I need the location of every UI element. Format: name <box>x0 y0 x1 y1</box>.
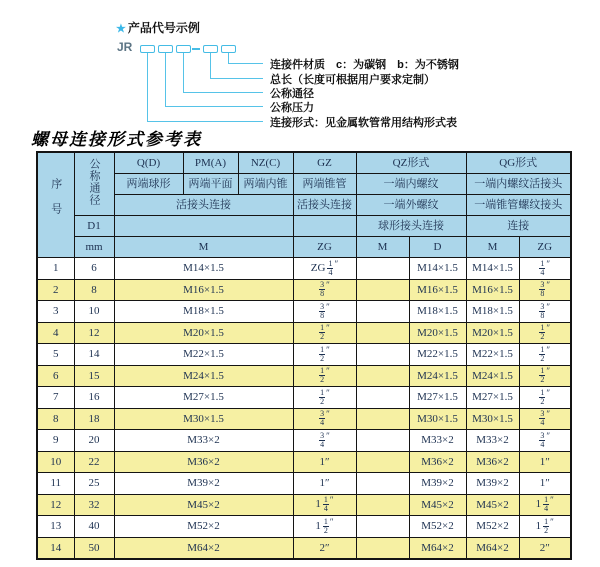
header-col-nzc: NZ(C) <box>238 152 293 174</box>
table-cell: M18×1.5 <box>466 301 519 323</box>
connector-line <box>210 78 263 79</box>
table-cell: $\frac{1}{2}$ ″ <box>519 387 571 409</box>
table-cell: M14×1.5 <box>114 258 293 280</box>
header-d1: D1 <box>74 216 114 237</box>
connector-line <box>165 53 166 106</box>
table-cell: M16×1.5 <box>466 279 519 301</box>
table-cell: M64×2 <box>409 537 466 559</box>
table-title: 螺母连接形式参考表 <box>31 130 202 149</box>
table-cell: 11 <box>37 473 74 495</box>
table-cell <box>356 279 409 301</box>
table-cell: M30×1.5 <box>466 408 519 430</box>
header-desc-qz: 一端内螺纹 <box>356 174 466 195</box>
table-cell: 8 <box>37 408 74 430</box>
table-cell <box>356 258 409 280</box>
table-cell <box>356 473 409 495</box>
table-cell <box>356 344 409 366</box>
code-label-connection: 连接形式：见金属软管常用结构形式表 <box>270 117 457 129</box>
table-cell: M30×1.5 <box>114 408 293 430</box>
table-cell <box>356 516 409 538</box>
table-cell: M16×1.5 <box>409 279 466 301</box>
header-col-pma: PM(A) <box>183 152 238 174</box>
table-cell: 4 <box>37 322 74 344</box>
table-cell: 1 $\frac{1}{2}$ ″ <box>519 516 571 538</box>
code-box-3 <box>176 45 191 53</box>
table-cell: 3 <box>37 301 74 323</box>
connector-line <box>210 53 211 78</box>
table-row <box>37 344 571 366</box>
table-cell: 10 <box>37 451 74 473</box>
table-cell: 25 <box>74 473 114 495</box>
table-cell: M24×1.5 <box>409 365 466 387</box>
table-cell: $\frac{1}{2}$ ″ <box>519 322 571 344</box>
header-mm: mm <box>74 237 114 258</box>
table-cell: 15 <box>74 365 114 387</box>
table-row <box>37 258 571 280</box>
table-cell: $\frac{3}{8}$ ″ <box>519 301 571 323</box>
code-label-length: 总长（长度可根据用户要求定制） <box>270 74 435 86</box>
header-unit-m3: M <box>466 237 519 258</box>
header-conn-qg: 一端锥管螺纹接头 <box>466 195 571 216</box>
table-cell: M27×1.5 <box>466 387 519 409</box>
table-row <box>37 494 571 516</box>
header-unit-zg1: ZG <box>293 237 356 258</box>
table-cell: M39×2 <box>409 473 466 495</box>
table-cell: M20×1.5 <box>409 322 466 344</box>
table-cell: M33×2 <box>409 430 466 452</box>
table-cell: M20×1.5 <box>466 322 519 344</box>
table-cell: $\frac{3}{4}$ ″ <box>293 430 356 452</box>
table-cell: ZG $\frac{1}{4}$ ″ <box>293 258 356 280</box>
header-col-qz: QZ形式 <box>356 152 466 174</box>
table-cell <box>356 301 409 323</box>
product-code-heading <box>116 19 200 36</box>
table-cell <box>356 408 409 430</box>
table-cell: 8 <box>74 279 114 301</box>
header-dn: 公称通径 <box>74 152 114 216</box>
header-desc-gz: 两端锥管 <box>293 174 356 195</box>
table-cell: 32 <box>74 494 114 516</box>
table-cell: 18 <box>74 408 114 430</box>
table-cell: $\frac{1}{2}$ ″ <box>293 322 356 344</box>
table-row <box>37 473 571 495</box>
code-box-2 <box>158 45 173 53</box>
table-cell: 1 $\frac{1}{4}$ ″ <box>293 494 356 516</box>
table-cell <box>356 537 409 559</box>
table-cell: 6 <box>37 365 74 387</box>
connector-line <box>183 53 184 92</box>
table-cell: 12 <box>74 322 114 344</box>
table-cell: 2″ <box>519 537 571 559</box>
table-row <box>37 365 571 387</box>
table-cell: $\frac{1}{2}$ ″ <box>293 387 356 409</box>
table-cell <box>356 322 409 344</box>
table-cell: 1″ <box>293 451 356 473</box>
table-cell: 1″ <box>519 451 571 473</box>
table-cell <box>356 430 409 452</box>
table-body <box>37 258 571 560</box>
header-conn-qz: 一端外螺纹 <box>356 195 466 216</box>
table-cell: M18×1.5 <box>114 301 293 323</box>
table-cell: $\frac{3}{4}$ ″ <box>519 408 571 430</box>
header-unit-d: D <box>409 237 466 258</box>
table-cell: $\frac{3}{4}$ ″ <box>519 430 571 452</box>
table-cell: 50 <box>74 537 114 559</box>
table-cell: 7 <box>37 387 74 409</box>
table-row <box>37 408 571 430</box>
header-col-gz: GZ <box>293 152 356 174</box>
table-row <box>37 516 571 538</box>
table-cell: 1″ <box>519 473 571 495</box>
table-cell: M39×2 <box>114 473 293 495</box>
table-cell: $\frac{1}{2}$ ″ <box>293 365 356 387</box>
table-cell: 1 <box>37 258 74 280</box>
table-cell: 10 <box>74 301 114 323</box>
table-cell: M24×1.5 <box>114 365 293 387</box>
connector-line <box>183 92 263 93</box>
table-cell: M33×2 <box>466 430 519 452</box>
header-empty-left <box>114 216 293 237</box>
table-cell <box>356 494 409 516</box>
table-cell: $\frac{3}{8}$ ″ <box>519 279 571 301</box>
table-cell: 1″ <box>293 473 356 495</box>
table-cell: M52×2 <box>466 516 519 538</box>
header-ball-joint: 球形接头连接 <box>356 216 466 237</box>
table-cell: $\frac{3}{8}$ ″ <box>293 279 356 301</box>
table-cell: M18×1.5 <box>409 301 466 323</box>
table-cell: 14 <box>74 344 114 366</box>
table-cell: M52×2 <box>114 516 293 538</box>
header-empty-gz <box>293 216 356 237</box>
table-cell: 9 <box>37 430 74 452</box>
table-cell <box>356 387 409 409</box>
table-cell: $\frac{3}{8}$ ″ <box>293 301 356 323</box>
table-cell: M27×1.5 <box>114 387 293 409</box>
table-cell <box>356 365 409 387</box>
header-seq: 序号 <box>37 152 74 258</box>
table-cell: 5 <box>37 344 74 366</box>
header-conn-left: 活接头连接 <box>114 195 293 216</box>
table-cell: 16 <box>74 387 114 409</box>
table-row <box>37 279 571 301</box>
code-box-5 <box>221 45 236 53</box>
table-row <box>37 451 571 473</box>
table-row <box>37 387 571 409</box>
header-desc-qd: 两端球形 <box>114 174 183 195</box>
table-cell: M36×2 <box>114 451 293 473</box>
table-cell: $\frac{3}{4}$ ″ <box>293 408 356 430</box>
table-cell: 2″ <box>293 537 356 559</box>
connector-line <box>228 63 263 64</box>
table-cell: 1 $\frac{1}{2}$ ″ <box>293 516 356 538</box>
table-cell: M14×1.5 <box>409 258 466 280</box>
header-conn-gz: 活接头连接 <box>293 195 356 216</box>
table-cell: M22×1.5 <box>466 344 519 366</box>
table-cell: 12 <box>37 494 74 516</box>
table-cell: M30×1.5 <box>409 408 466 430</box>
table-cell: M39×2 <box>466 473 519 495</box>
table-row <box>37 322 571 344</box>
connector-line <box>147 53 148 121</box>
code-box-1 <box>140 45 155 53</box>
header-col-qg: QG形式 <box>466 152 571 174</box>
table-cell: M22×1.5 <box>409 344 466 366</box>
table-cell: 22 <box>74 451 114 473</box>
table-cell <box>356 451 409 473</box>
table-header <box>37 152 571 258</box>
header-desc-qg: 一端内螺纹活接头 <box>466 174 571 195</box>
header-desc-pma: 两端平面 <box>183 174 238 195</box>
table-cell: M24×1.5 <box>466 365 519 387</box>
table-cell: 13 <box>37 516 74 538</box>
table-cell: 20 <box>74 430 114 452</box>
table-cell: 40 <box>74 516 114 538</box>
connector-line <box>228 53 229 63</box>
table-cell: $\frac{1}{2}$ ″ <box>519 344 571 366</box>
table-cell: 1 $\frac{1}{4}$ ″ <box>519 494 571 516</box>
table-cell: $\frac{1}{4}$ ″ <box>519 258 571 280</box>
product-code-prefix: JR <box>117 40 133 54</box>
header-connect: 连接 <box>466 216 571 237</box>
code-label-diameter: 公称通径 <box>270 88 314 100</box>
code-label-pressure: 公称压力 <box>270 102 314 114</box>
table-cell: M52×2 <box>409 516 466 538</box>
table-cell: M36×2 <box>409 451 466 473</box>
header-unit-m2: M <box>356 237 409 258</box>
table-cell: 2 <box>37 279 74 301</box>
table-cell: M27×1.5 <box>409 387 466 409</box>
table-cell: M14×1.5 <box>466 258 519 280</box>
table-cell: M20×1.5 <box>114 322 293 344</box>
table-cell: M45×2 <box>409 494 466 516</box>
table-cell: 6 <box>74 258 114 280</box>
nut-connection-table <box>36 151 572 560</box>
table-row <box>37 537 571 559</box>
table-cell: 14 <box>37 537 74 559</box>
table-cell: $\frac{1}{2}$ ″ <box>293 344 356 366</box>
table-cell: M16×1.5 <box>114 279 293 301</box>
table-cell: M36×2 <box>466 451 519 473</box>
table-cell: M33×2 <box>114 430 293 452</box>
star-icon: ★ <box>116 23 126 35</box>
table-cell: M64×2 <box>114 537 293 559</box>
code-box-4 <box>203 45 218 53</box>
connector-line <box>147 121 263 122</box>
table-cell: M45×2 <box>466 494 519 516</box>
header-unit-zg2: ZG <box>519 237 571 258</box>
connector-line <box>165 106 263 107</box>
header-col-qd: Q(D) <box>114 152 183 174</box>
table-cell: M64×2 <box>466 537 519 559</box>
header-desc-nzc: 两端内锥 <box>238 174 293 195</box>
table-cell: $\frac{1}{2}$ ″ <box>519 365 571 387</box>
table-cell: M45×2 <box>114 494 293 516</box>
code-dash <box>192 48 200 50</box>
product-code-heading-text: 产品代号示例 <box>127 21 200 35</box>
table-row <box>37 301 571 323</box>
header-unit-m1: M <box>114 237 293 258</box>
table-cell: M22×1.5 <box>114 344 293 366</box>
table-row <box>37 430 571 452</box>
code-label-material: 连接件材质 c：为碳钢 b：为不锈钢 <box>270 59 459 71</box>
